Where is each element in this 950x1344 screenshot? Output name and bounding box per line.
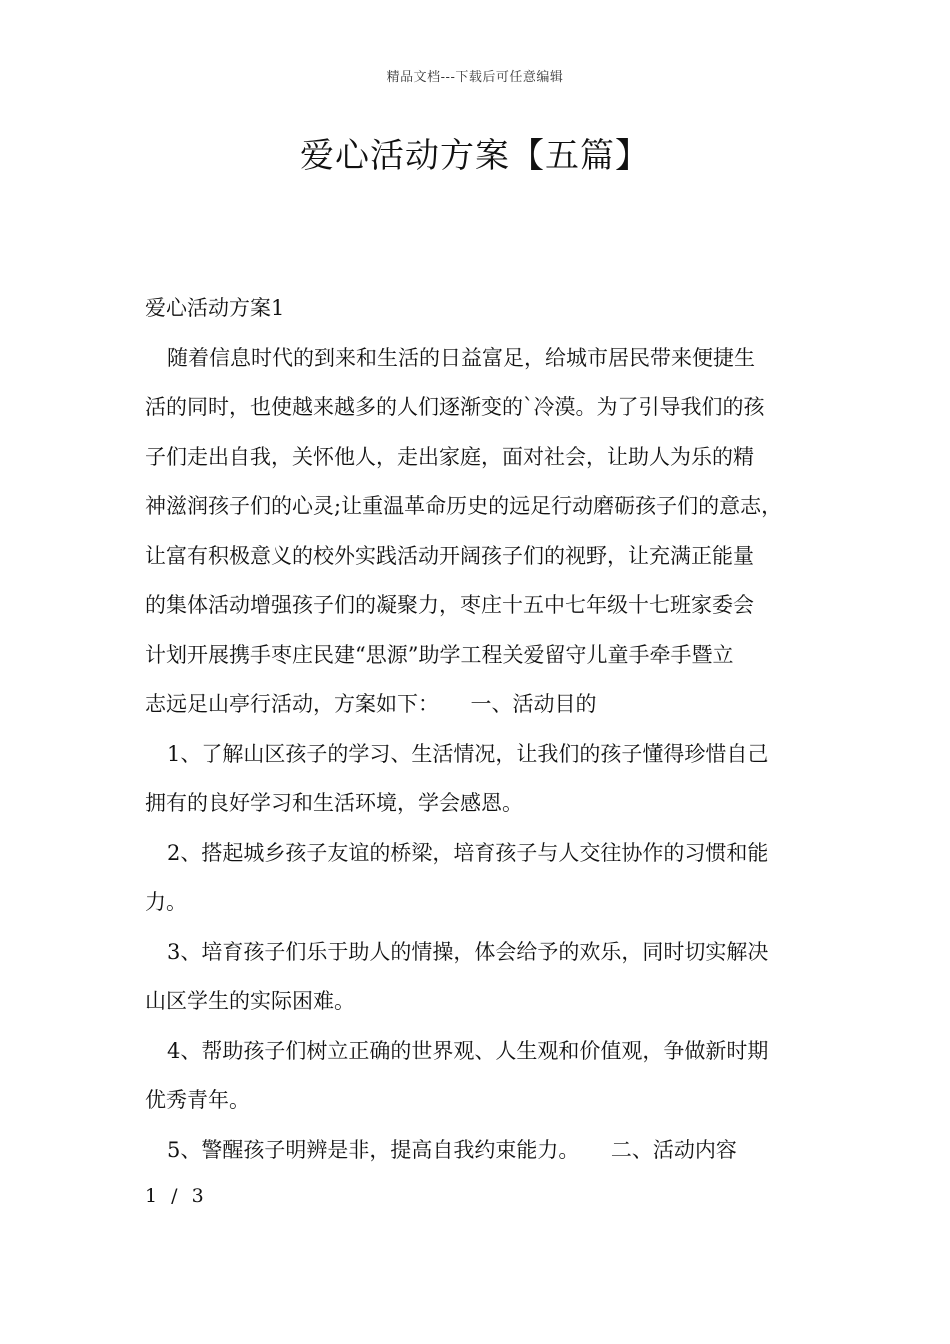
paragraph-line: 活的同时，也使越来越多的人们逐渐变的`冷漠。为了引导我们的孩: [145, 395, 765, 419]
page-number: 1 / 3: [145, 1185, 208, 1207]
document-title: 爱心活动方案【五篇】: [300, 136, 650, 176]
goal-line: 拥有的良好学习和生活环境，学会感恩。: [145, 791, 523, 815]
paragraph-line: 计划开展携手枣庄民建“思源”助学工程关爱留守儿童手牵手暨立: [145, 642, 734, 667]
goal-line: 1、了解山区孩子的学习、生活情况，让我们的孩子懂得珍惜自己: [167, 741, 769, 766]
paragraph-line: 让富有积极意义的校外实践活动开阔孩子们的视野，让充满正能量: [145, 543, 754, 568]
goal-line: 5、警醒孩子明辨是非，提高自我约束能力。 二、活动内容: [167, 1137, 737, 1162]
paragraph-line: 随着信息时代的到来和生活的日益富足，给城市居民带来便捷生: [167, 345, 755, 370]
document-body: [145, 284, 825, 1175]
paragraph-line: 志远足山亭行活动，方案如下： 一、活动目的: [145, 692, 597, 716]
goal-item-3: [145, 928, 825, 1027]
goal-item-1: [145, 730, 825, 829]
header-note: 精品文档---下载后可任意编辑: [386, 70, 564, 85]
goal-line: 4、帮助孩子们树立正确的世界观、人生观和价值观，争做新时期: [167, 1038, 769, 1063]
paragraph-line: 神滋润孩子们的心灵;让重温革命历史的远足行动磨砺孩子们的意志，: [145, 494, 783, 518]
paragraph-line: 的集体活动增强孩子们的凝聚力，枣庄十五中七年级十七班家委会: [145, 593, 754, 617]
section-heading: 爱心活动方案1: [145, 296, 285, 320]
goal-line: 2、搭起城乡孩子友谊的桥梁，培育孩子与人交往协作的习惯和能: [167, 840, 769, 865]
paragraph-line: 子们走出自我，关怀他人，走出家庭，面对社会，让助人为乐的精: [145, 444, 754, 469]
goal-line: 力。: [145, 890, 187, 914]
goal-line: 优秀青年。: [145, 1088, 250, 1112]
goal-item-2: [145, 829, 825, 928]
intro-paragraph: [145, 334, 825, 730]
goal-item-4: [145, 1027, 825, 1126]
goal-item-5: [145, 1126, 825, 1176]
goal-line: 3、培育孩子们乐于助人的情操，体会给予的欢乐，同时切实解决: [167, 939, 769, 964]
goal-line: 山区学生的实际困难。: [145, 989, 355, 1013]
